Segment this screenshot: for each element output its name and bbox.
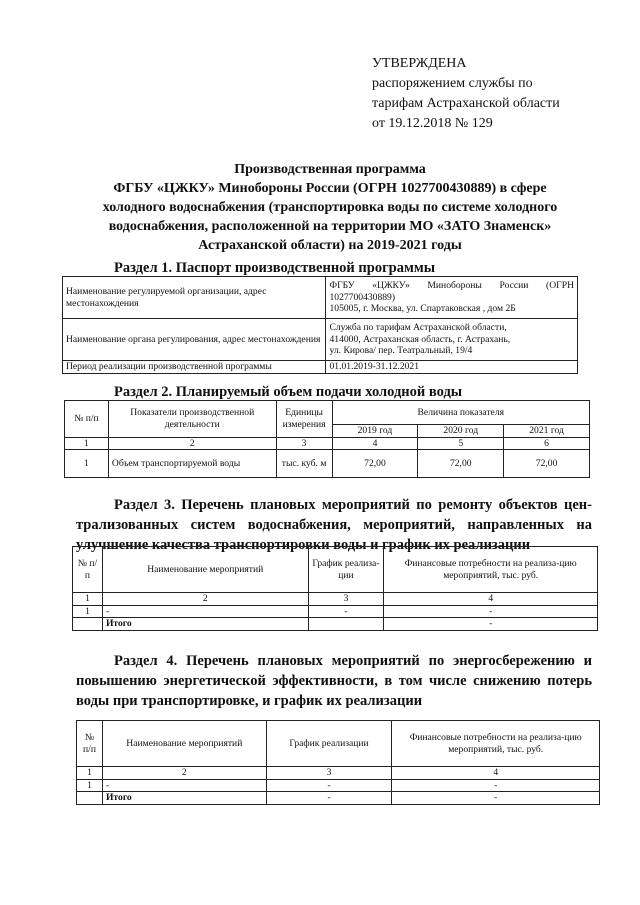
table-cell: 72,00	[418, 450, 504, 478]
table-cell	[326, 277, 578, 319]
heading-line: улучшение качества транспортировки воды и график их реализации	[76, 537, 531, 553]
header-schedule: График реализации	[266, 721, 392, 767]
table-cell: 4	[384, 593, 598, 606]
header-schedule: График реализа-ции	[308, 547, 384, 593]
header-num: № п/п	[65, 401, 109, 438]
table-header-row	[73, 547, 598, 593]
section1-heading: Раздел 1. Паспорт производственной программы	[114, 260, 436, 276]
table-cell: Период реализации производственной программы	[63, 361, 326, 374]
title-line: ФГБУ «ЦЖКУ» Минобороны России (ОГРН 1027700430889) в сфере	[113, 181, 547, 196]
table-cell: 4	[332, 437, 418, 450]
table-row	[63, 319, 578, 361]
header-year: 2019 год	[332, 425, 418, 438]
table-cell: 4	[392, 767, 600, 780]
cell-line: ФГБУ «ЦЖКУ» Минобороны России (ОГРН 1027700430889)	[329, 280, 574, 303]
table-row	[65, 450, 590, 478]
title-line: Астраханской области) на 2019-2021 годы	[198, 238, 462, 253]
cell-line: ул. Кирова/ пер. Театральный, 19/4	[329, 345, 473, 357]
energy-measures-table	[76, 720, 600, 805]
volume-table	[64, 400, 590, 478]
header-unit: Единицы измерения	[276, 401, 332, 438]
table-index-row	[73, 593, 598, 606]
header-year: 2021 год	[504, 425, 590, 438]
heading-line: воды при транспортировке, и график их реализации	[76, 693, 423, 709]
header-year: 2020 год	[418, 425, 504, 438]
table-cell: -	[392, 779, 600, 792]
table-row	[63, 277, 578, 319]
header-indicator: Показатели производственной деятельности	[108, 401, 276, 438]
title-line: водоснабжения, расположенной на территории МО «ЗАТО Знаменск»	[108, 219, 552, 234]
heading-line: Раздел 4. Перечень плановых мероприятий по энергосбережению и	[114, 653, 592, 669]
heading-line: Раздел 3. Перечень плановых мероприятий по ремонту объектов цен-	[114, 497, 592, 513]
section4-heading	[114, 651, 592, 671]
heading-line: трализованных систем водоснабжения, мероприятий, направленных на	[76, 517, 592, 533]
table-cell: 1	[73, 593, 103, 606]
table-cell: -	[266, 779, 392, 792]
cell-line: 414000, Астраханская область, г. Астрахань,	[329, 333, 511, 345]
table-cell: 1	[65, 450, 109, 478]
table-row	[77, 779, 600, 792]
heading-line: повышению энергетической эффективности, в том числе снижению потерь	[76, 673, 592, 689]
cell-line: Служба по тарифам Астраханской области,	[329, 322, 507, 334]
table-cell: 01.01.2019-31.12.2021	[326, 361, 578, 374]
document-title	[70, 160, 590, 255]
passport-table	[62, 276, 578, 374]
table-cell: 5	[418, 437, 504, 450]
header-value: Величина показателя	[332, 401, 589, 425]
table-cell: 3	[266, 767, 392, 780]
table-cell	[308, 618, 384, 631]
table-cell: 3	[308, 593, 384, 606]
title-line: холодного водоснабжения (транспортировка воды по системе холодного	[102, 200, 558, 215]
header-name: Наименование мероприятий	[102, 721, 266, 767]
header-num: № п/п	[73, 547, 103, 593]
section3-heading	[114, 495, 592, 515]
table-cell: Объем транспортируемой воды	[108, 450, 276, 478]
approval-block	[372, 54, 622, 134]
table-index-row	[65, 437, 590, 450]
table-cell: -	[384, 605, 598, 618]
table-cell: тыс. куб. м	[276, 450, 332, 478]
table-row	[63, 361, 578, 374]
section2-heading: Раздел 2. Планируемый объем подачи холодной воды	[114, 384, 463, 400]
table-cell	[73, 618, 103, 631]
header-num: № п/п	[77, 721, 103, 767]
table-cell: 1	[77, 779, 103, 792]
repair-measures-table	[72, 546, 598, 631]
table-cell: -	[102, 605, 308, 618]
table-total-row	[73, 618, 598, 631]
table-cell: Наименование регулируемой организации, адрес местонахождения	[63, 277, 326, 319]
table-header-row	[77, 721, 600, 767]
approval-date: от 19.12.2018 № 129	[372, 116, 493, 131]
approval-line: тарифам Астраханской области	[372, 96, 560, 111]
cell-line: 105005, г. Москва, ул. Спартаковская , дом 2Б	[329, 303, 516, 315]
table-cell: -	[308, 605, 384, 618]
table-cell: 2	[102, 593, 308, 606]
table-cell: -	[102, 779, 266, 792]
header-finance: Финансовые потребности на реализа-цию мероприятий, тыс. руб.	[392, 721, 600, 767]
table-cell: Наименование органа регулирования, адрес местонахождения	[63, 319, 326, 361]
table-cell	[326, 319, 578, 361]
table-header-row	[65, 401, 590, 425]
table-cell: 1	[77, 767, 103, 780]
table-cell: 1	[65, 437, 109, 450]
table-cell	[77, 792, 103, 805]
table-cell: -	[266, 792, 392, 805]
table-cell: 2	[102, 767, 266, 780]
table-row	[73, 605, 598, 618]
table-total-row	[77, 792, 600, 805]
total-label: Итого	[102, 792, 266, 805]
table-index-row	[77, 767, 600, 780]
approval-status: УТВЕРЖДЕНА	[372, 56, 467, 71]
table-cell: 72,00	[504, 450, 590, 478]
table-cell: 72,00	[332, 450, 418, 478]
approval-line: распоряжением службы по	[372, 76, 533, 91]
table-cell: 2	[108, 437, 276, 450]
table-cell: 1	[73, 605, 103, 618]
header-finance: Финансовые потребности на реализа-цию мероприятий, тыс. руб.	[384, 547, 598, 593]
table-cell: 3	[276, 437, 332, 450]
total-label: Итого	[102, 618, 308, 631]
title-line: Производственная программа	[234, 162, 426, 177]
table-cell: 6	[504, 437, 590, 450]
section4-heading-cont	[76, 671, 592, 711]
header-name: Наименование мероприятий	[102, 547, 308, 593]
table-cell: -	[392, 792, 600, 805]
table-cell: -	[384, 618, 598, 631]
